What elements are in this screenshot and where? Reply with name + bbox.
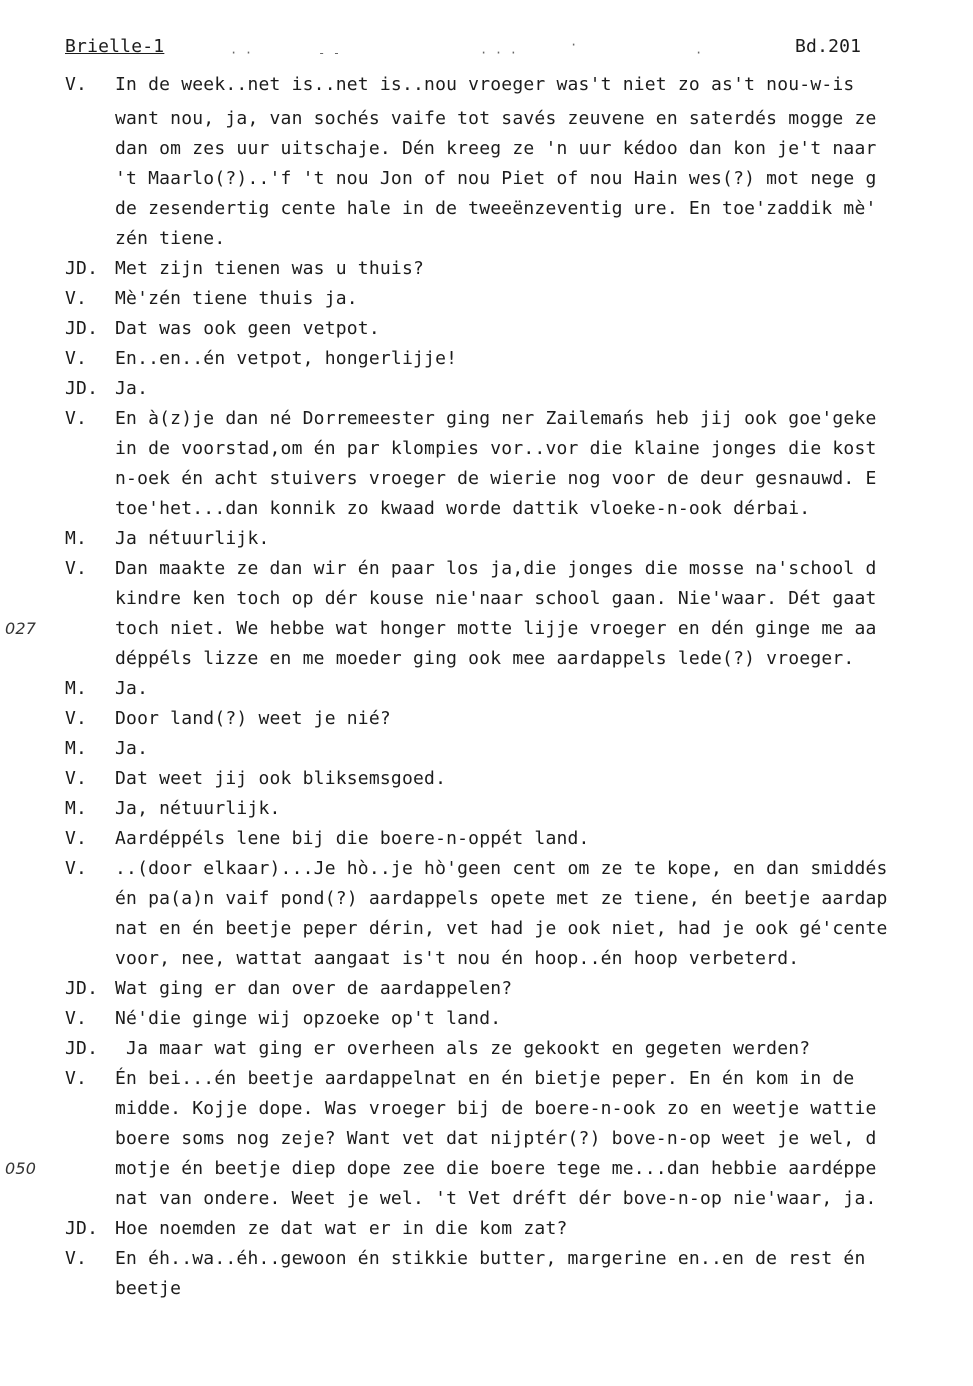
utterance-text xyxy=(115,554,973,674)
utterance-text xyxy=(115,344,973,374)
utterance-line: En à(z)je dan né Dorremeester ging ner Zailemańs heb jij ook goe'geke xyxy=(115,408,877,429)
speaker-label: JD. xyxy=(65,1218,99,1239)
utterance-line: En éh..wa..éh..gewoon én stikkie butter, margerine en..en de rest én xyxy=(115,1248,866,1269)
transcript-turn xyxy=(0,404,973,524)
utterance-text xyxy=(115,524,973,554)
utterance-line: Met zijn tienen was u thuis? xyxy=(115,258,425,279)
utterance-line: Né'die ginge wij opzoeke op't land. xyxy=(115,1008,502,1029)
speaker-label: M. xyxy=(65,798,88,819)
utterance-line: voor, nee, wattat aangaat is't nou én hoop..én hoop verbeterd. xyxy=(115,948,800,969)
utterance-text xyxy=(115,254,973,284)
utterance-line: in de voorstad,om én par klompies vor..vor die klaine jonges die kost xyxy=(115,438,877,459)
utterance-line: Ja. xyxy=(115,738,149,759)
document-title: Brielle-1 xyxy=(65,36,165,57)
utterance-line: én pa(a)n vaif pond(?) aardappels opete met ze tiene, én beetje aardap xyxy=(115,888,888,909)
speaker-label: JD. xyxy=(65,258,99,279)
transcript-turn xyxy=(0,554,973,674)
utterance-text xyxy=(115,974,973,1004)
speaker-label: V. xyxy=(65,858,88,879)
speaker-label: V. xyxy=(65,768,88,789)
transcript-turn xyxy=(0,1064,973,1214)
transcript-turn xyxy=(0,1214,973,1244)
speaker-label: JD. xyxy=(65,1038,99,1059)
utterance-line: midde. Kojje dope. Was vroeger bij de boere-n-ook zo en weetje wattie xyxy=(115,1098,877,1119)
utterance-text xyxy=(115,1244,973,1304)
speaker-label: M. xyxy=(65,528,88,549)
utterance-text xyxy=(115,1034,973,1064)
utterance-line: boere soms nog zeje? Want vet dat nijptér(?) bove-n-op weet je wel, d xyxy=(115,1128,877,1149)
speaker-label: V. xyxy=(65,708,88,729)
utterance-line: Ja. xyxy=(115,378,149,399)
scan-speck: · · · xyxy=(480,46,518,60)
utterance-text xyxy=(115,794,973,824)
utterance-text xyxy=(115,314,973,344)
utterance-line: Dat was ook geen vetpot. xyxy=(115,318,380,339)
speaker-label: V. xyxy=(65,1008,88,1029)
utterance-text xyxy=(115,704,973,734)
scan-speck: · xyxy=(695,46,703,60)
transcript-turn xyxy=(0,734,973,764)
utterance-line: Ja maar wat ging er overheen als ze gekookt en gegeten werden? xyxy=(115,1038,811,1059)
scan-speck: - - xyxy=(318,46,341,60)
utterance-line: Dan maakte ze dan wir én paar los ja,die jonges die mosse na'school d xyxy=(115,558,877,579)
speaker-label: M. xyxy=(65,678,88,699)
page-number: Bd.201 xyxy=(795,36,862,57)
transcript-turn xyxy=(0,1034,973,1064)
transcript-turn xyxy=(0,704,973,734)
speaker-label: V. xyxy=(65,828,88,849)
speaker-label: V. xyxy=(65,1068,88,1089)
transcript-turn xyxy=(0,284,973,314)
utterance-line: motje én beetje diep dope zee die boere tege me...dan hebbie aardéppe xyxy=(115,1158,877,1179)
transcript-turn xyxy=(0,254,973,284)
utterance-line: toch niet. We hebbe wat honger motte lijje vroeger en dén ginge me aa xyxy=(115,618,877,639)
transcript-turn xyxy=(0,1244,973,1304)
margin-note: 050 xyxy=(5,1159,37,1178)
utterance-line: kindre ken toch op dér kouse nie'naar school gaan. Nie'waar. Dét gaat xyxy=(115,588,877,609)
speaker-label: V. xyxy=(65,74,88,95)
utterance-line: dan om zes uur uitschaje. Dén kreeg ze 'n uur kédoo dan kon je't naar xyxy=(115,138,877,159)
transcript-turn xyxy=(0,314,973,344)
speaker-label: JD. xyxy=(65,978,99,999)
utterance-line: nat van ondere. Weet je wel. 't Vet dréft dér bove-n-op nie'waar, ja. xyxy=(115,1188,877,1209)
speaker-label: V. xyxy=(65,288,88,309)
transcript-turn xyxy=(0,374,973,404)
utterance-line: In de week..net is..net is..nou vroeger was't niet zo as't nou-w-is xyxy=(115,74,855,95)
speaker-label: V. xyxy=(65,1248,88,1269)
speaker-label: V. xyxy=(65,348,88,369)
transcript-turn xyxy=(0,1004,973,1034)
transcript-turn xyxy=(0,824,973,854)
scan-speck: · · xyxy=(230,46,253,60)
utterance-line: zén tiene. xyxy=(115,228,226,249)
speaker-label: V. xyxy=(65,558,88,579)
utterance-text xyxy=(115,404,973,524)
utterance-line: n-oek én acht stuivers vroeger de wierie nog voor de deur gesnauwd. E xyxy=(115,468,877,489)
utterance-text xyxy=(115,1004,973,1034)
utterance-line: Wat ging er dan over de aardappelen? xyxy=(115,978,513,999)
transcript-turn xyxy=(0,70,973,254)
utterance-line: Door land(?) weet je nié? xyxy=(115,708,391,729)
transcript-turn xyxy=(0,524,973,554)
transcript-turn xyxy=(0,974,973,1004)
transcript-turn xyxy=(0,794,973,824)
utterance-line: Hoe noemden ze dat wat er in die kom zat? xyxy=(115,1218,568,1239)
page-header xyxy=(0,32,973,62)
transcript-turn xyxy=(0,764,973,794)
utterance-text xyxy=(115,1214,973,1244)
scan-speck: · xyxy=(570,38,578,52)
utterance-line: Ja nétuurlijk. xyxy=(115,528,270,549)
utterance-text xyxy=(115,734,973,764)
utterance-line: déppéls lizze en me moeder ging ook mee aardappels lede(?) vroeger. xyxy=(115,648,855,669)
speaker-label: V. xyxy=(65,408,88,429)
utterance-text xyxy=(115,70,973,254)
utterance-line: 't Maarlo(?)..'f 't nou Jon of nou Piet of nou Hain wes(?) mot nege g xyxy=(115,168,877,189)
utterance-line: Aardéppéls lene bij die boere-n-oppét land. xyxy=(115,828,590,849)
utterance-line: ..(door elkaar)...Je hò..je hò'geen cent om ze te kope, en dan smiddés xyxy=(115,858,888,879)
utterance-line: want nou, ja, van sochés vaife tot savés zeuvene en saterdés mogge ze xyxy=(115,108,877,129)
transcript-body xyxy=(0,70,973,1304)
utterance-line: de zesendertig cente hale in de tweeënzeventig ure. En toe'zaddik mè' xyxy=(115,198,877,219)
utterance-line: Mè'zén tiene thuis ja. xyxy=(115,288,358,309)
utterance-line: toe'het...dan konnik zo kwaad worde dattik vloeke-n-ook dérbai. xyxy=(115,498,811,519)
margin-note: 027 xyxy=(5,619,37,638)
speaker-label: JD. xyxy=(65,318,99,339)
utterance-line: Ja, nétuurlijk. xyxy=(115,798,281,819)
transcript-turn xyxy=(0,854,973,974)
utterance-text xyxy=(115,374,973,404)
utterance-line: Ja. xyxy=(115,678,149,699)
utterance-text xyxy=(115,674,973,704)
utterance-line: Én bei...én beetje aardappelnat en én bietje peper. En én kom in de xyxy=(115,1068,855,1089)
utterance-line: Dat weet jij ook bliksemsgoed. xyxy=(115,768,447,789)
utterance-text xyxy=(115,284,973,314)
transcript-turn xyxy=(0,344,973,374)
utterance-line: nat en én beetje peper dérin, vet had je ook niet, had je ook gé'cente xyxy=(115,918,888,939)
utterance-text xyxy=(115,824,973,854)
transcript-turn xyxy=(0,674,973,704)
speaker-label: M. xyxy=(65,738,88,759)
utterance-text xyxy=(115,1064,973,1214)
utterance-line: En..en..én vetpot, hongerlijje! xyxy=(115,348,458,369)
utterance-text xyxy=(115,854,973,974)
speaker-label: JD. xyxy=(65,378,99,399)
utterance-line: beetje xyxy=(115,1278,182,1299)
utterance-text xyxy=(115,764,973,794)
